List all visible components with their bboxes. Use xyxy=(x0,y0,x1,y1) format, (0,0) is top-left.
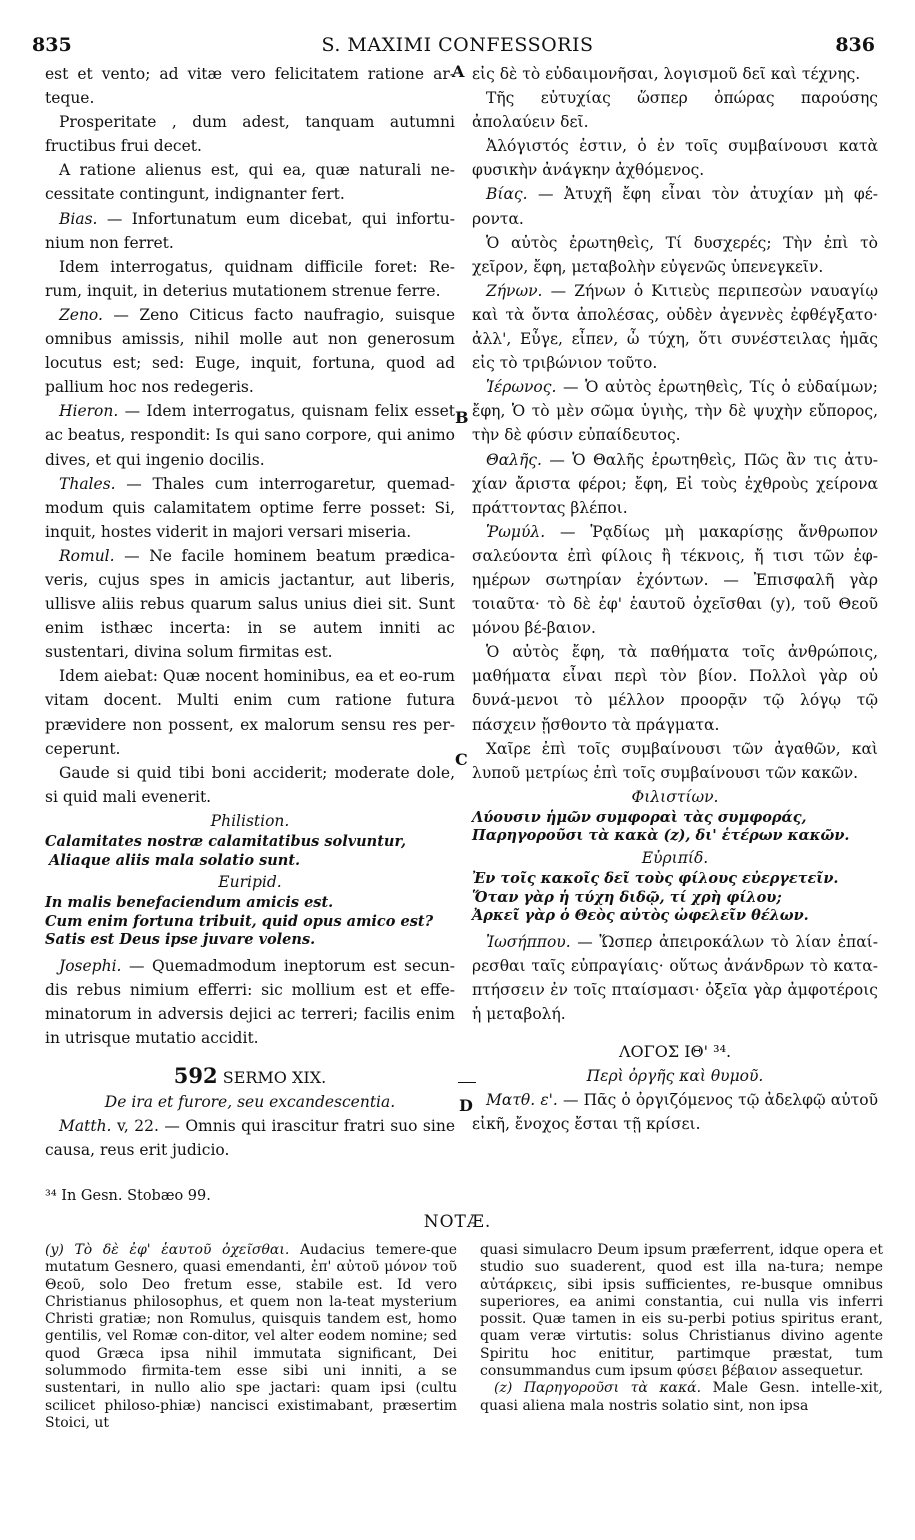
poem-line: Aliaque aliis mala solatio sunt. xyxy=(49,851,301,869)
latin-column xyxy=(45,62,455,1162)
speaker-name: Matth. xyxy=(59,1117,112,1136)
speaker-name: Ἱέρωνος. xyxy=(486,378,557,397)
greek-para-5: Ὁ αὐτὸς ἐρωτηθεὶς, Τί δυσχερές; Τὴν ἐπὶ τὸ χεῖρον, ἔφη, μεταβολὴν εὐγενῶς ὑπενεγκεῖν. xyxy=(472,233,878,276)
notes-title: NOTÆ. xyxy=(423,1212,492,1232)
latin-para-7 xyxy=(45,399,455,471)
page-number-right: 836 xyxy=(835,34,875,56)
notes-right-column xyxy=(480,1242,883,1415)
latin-para-6-text: — Zeno Citicus facto naufragio, suisque omnibus amissis, nihil molle aut non generosum locutus est; sed: Euge, inquit, fortuna, quod ad pallium hoc nos redegeris. xyxy=(45,305,455,397)
footnote: ³⁴ In Gesn. Stobæo 99. xyxy=(45,1188,211,1204)
greek-para-12 xyxy=(472,930,878,1026)
logos-subtitle: Περὶ ὀργῆς καὶ θυμοῦ. xyxy=(586,1066,764,1085)
speaker-name: Ζήνων. xyxy=(486,281,543,300)
notes-left-column xyxy=(45,1242,457,1432)
greek-para-4-text: — Ἀτυχῆ ἔφη εἶναι τὸν ἀτυχίαν μὴ φέ-ροντα. xyxy=(472,185,878,228)
greek-para-7-text: — Ὁ αὐτὸς ἐρωτηθεὶς, Τίς ὁ εὐδαίμων; ἔφη, Ὁ τὸ μὲν σῶμα ὑγιὴς, τὴν δὲ ψυχὴν εὔπορος, τὴν δὲ φύσιν εὐπαίδευτος. xyxy=(472,378,878,445)
note-y xyxy=(45,1242,457,1432)
speaker-name: Βίας. xyxy=(486,185,528,204)
margin-marker-c: C xyxy=(455,750,468,769)
poet-name: Φιλιστίων. xyxy=(631,787,719,806)
latin-para-10: Idem aiebat: Quæ nocent hominibus, ea et eo-rum vitam docent. Multi enim cum ratione futura prævidere non possent, ex malorum sensu res per-ceperunt. xyxy=(45,667,455,758)
greek-para-8-text: — Ὁ Θαλῆς ἐρωτηθεὶς, Πῶς ἂν τις ἀτυ-χίαν ἄριστα φέροι; ἔφη, Εἰ τοὺς ἐχθροὺς χείρονα πράττοντας βλέποι. xyxy=(472,450,878,517)
logos-heading: ΛΟΓΟΣ ΙΘ' ³⁴. xyxy=(618,1041,732,1061)
speaker-name: Romul. xyxy=(59,546,115,565)
sermo-heading xyxy=(45,1064,455,1090)
speaker-name: Zeno. xyxy=(59,305,103,324)
speaker-name: Θαλῆς. xyxy=(486,450,542,469)
poem-line: In malis benefaciendum amicis est. xyxy=(45,894,334,912)
note-label: (z) Παρηγοροῦσι τὰ κακά. xyxy=(494,1380,702,1397)
latin-para-5: Idem interrogatus, quidnam difficile foret: Re-rum, inquit, in deterius mutationem strenue ferre. xyxy=(45,257,455,300)
greek-para-2: Τῆς εὐτυχίας ὥσπερ ὀπώρας παρούσης ἀπολαύειν δεῖ. xyxy=(472,89,878,132)
greek-para-9 xyxy=(472,520,878,640)
margin-marker-a: A xyxy=(452,62,465,81)
margin-marker-d: D xyxy=(459,1096,473,1115)
greek-para-9-text: — Ῥᾳδίως μὴ μακαρίσῃς ἄνθρωπον σαλεύοντα ἐπὶ φίλοις ἢ τέκνοις, ἤ τισι τῶν ἐφ-ημέρων σωτηρίαν ἐχόντων. — Ἐπισφαλῆ γὰρ τοιαῦτα· τὸ δὲ ἐφ' ἑαυτοῦ ὀχεῖσθαι (y), τοῦ Θεοῦ μόνου βέ-βαιον. xyxy=(472,522,878,638)
running-header xyxy=(0,34,915,62)
speaker-name: Josephi. xyxy=(59,956,122,975)
running-title: S. MAXIMI CONFESSORIS xyxy=(321,34,594,56)
poem-line: Calamitates nostræ calamitatibus solvuntur, xyxy=(45,833,407,850)
latin-para-8-text: — Thales cum interrogaretur, quemad-modum quis calamitatem optime ferre posset: Si, inquit, hostes viderit in majori versari miseria. xyxy=(45,474,455,541)
poet-name: Εὐριπίδ. xyxy=(641,848,709,867)
speaker-name: Bias. xyxy=(59,209,98,228)
latin-para-8 xyxy=(45,472,455,544)
greek-column xyxy=(472,62,878,1136)
latin-para-4-text: — Infortunatum eum dicebat, qui infortu-nium non ferret. xyxy=(45,209,455,252)
greek-para-6 xyxy=(472,279,878,375)
greek-para-6-text: — Ζήνων ὁ Κιτιεὺς περιπεσὼν ναυαγίῳ καὶ τὰ ὄντα ἀπολέσας, οὐδὲν ἀγεννὲς ἐφθέγξατο· ἀλλ', Εὖγε, εἶπεν, ὦ τύχη, ὅτι συνέστειλας ἡμᾶς εἰς τὸ τριβώνιον τοῦτο. xyxy=(472,281,878,373)
latin-para-1: est et vento; ad vitæ vero felicitatem ratione ar-teque. xyxy=(45,65,455,108)
greek-poem-2 xyxy=(472,870,878,926)
latin-para-13 xyxy=(45,1114,455,1162)
poem-line: Ἐν τοῖς κακοῖς δεῖ τοὺς φίλους εὐεργετεῖν. xyxy=(472,870,839,887)
speaker-name: Thales. xyxy=(59,474,116,493)
latin-poem-2 xyxy=(45,894,455,950)
note-z xyxy=(480,1380,883,1415)
latin-para-11: Gaude si quid tibi boni acciderit; moderate dole, si quid mali evenerit. xyxy=(45,763,455,806)
poem-line: Ἀρκεῖ γὰρ ὁ Θεὸς αὐτὸς ὠφελεῖν θέλων. xyxy=(472,907,809,924)
note-y-text: Audacius temere-que mutatum Gesnero, quasi emendanti, ἐπ' αὐτοῦ μόνον τοῦ Θεοῦ, solo Deo fretum esse, stabile est. Id vero Christianus philosophus, et quem non la-teat mysterium Christi gratiæ; non Romulus, quisquis tandem est, homo gentilis, vel Romæ con-ditor, vel alter eodem nomine; sed quod Græca ipsa nihil immutata significant, Dei solummodo firmita-tem esse sibi uni inniti, a se sustentari, in nullo alio spe jactari: quam ipsi (cultu scilicet philoso-phiæ) nancisci existimabant, præsertim Stoici, ut xyxy=(45,1242,457,1431)
note-z-text: Male Gesn. intelle-xit, quasi aliena mala nostris solatio sint, non ipsa xyxy=(480,1380,883,1414)
latin-para-9 xyxy=(45,544,455,664)
poet-name: Euripid. xyxy=(218,873,282,891)
greek-para-8 xyxy=(472,448,878,520)
speaker-name: Ματθ. ε'. xyxy=(486,1091,558,1110)
margin-marker-b: B xyxy=(455,408,469,427)
sermo-title: SERMO XIX. xyxy=(217,1067,327,1087)
latin-para-12 xyxy=(45,954,455,1050)
poem-line: Ὅταν γὰρ ἡ τύχη διδῷ, τί χρὴ φίλου; xyxy=(472,888,782,906)
latin-para-9-text: — Ne facile hominem beatum prædica-veris, cujus spes in amicis jactantur, aut liberis, ullisve aliis rebus quarum salus unius diei sit. Sunt enim isthæc incerta: in se autem inniti ac sustentari, divina solum firmitas est. xyxy=(45,546,455,662)
greek-para-13-text: — Πᾶς ὁ ὀργιζόμενος τῷ ἀδελφῷ αὐτοῦ εἰκῆ, ἔνοχος ἔσται τῇ κρίσει. xyxy=(472,1091,878,1134)
latin-para-4 xyxy=(45,207,455,255)
greek-poem-1 xyxy=(472,809,878,846)
latin-para-13-text: v, 22. — Omnis qui irascitur fratri suo sine causa, reus erit judicio. xyxy=(45,1117,455,1160)
sermo-subtitle: De ira et furore, seu excandescentia. xyxy=(104,1093,396,1112)
greek-para-12-text: — Ὥσπερ ἀπειροκάλων τὸ λίαν ἐπαί-ρεσθαι ταῖς εὐπραγίαις· οὕτως ἀνάνδρων τὸ κατα-πτήσσειν ἐν τοῖς πταίσμασι· ὀξεῖα γὰρ ἀμφοτέροις ἡ μεταβολή. xyxy=(472,932,878,1023)
greek-para-3: Ἀλόγιστός ἐστιν, ὁ ἐν τοῖς συμβαίνουσι κατὰ φυσικὴν ἀνάγκην ἀχθόμενος. xyxy=(472,137,878,180)
greek-para-4 xyxy=(472,182,878,230)
speaker-name: Ῥωμύλ. xyxy=(486,522,546,541)
note-label: (y) Τὸ δὲ ἐφ' ἑαυτοῦ ὀχεῖσθαι. xyxy=(45,1242,290,1258)
speaker-name: Hieron. xyxy=(59,402,119,421)
latin-para-6 xyxy=(45,303,455,399)
latin-poem-1 xyxy=(45,833,455,870)
latin-para-7-text: — Idem interrogatus, quisnam felix esset ac beatus, respondit: Is qui sano corpore, qui animo dives, et qui ingenio docilis. xyxy=(45,402,455,469)
greek-para-7 xyxy=(472,375,878,447)
greek-para-11: Χαῖρε ἐπὶ τοῖς συμβαίνουσι τῶν ἀγαθῶν, καὶ λυποῦ μετρίως ἐπὶ τοῖς συμβαίνουσι τῶν κακῶν. xyxy=(472,739,878,782)
poet-name: Philistion. xyxy=(210,811,290,830)
greek-para-1: εἰς δὲ τὸ εὐδαιμονῆσαι, λογισμοῦ δεῖ καὶ τέχνης. xyxy=(472,65,861,83)
speaker-name: Ἰωσήππου. xyxy=(486,932,571,951)
poem-line: Satis est Deus ipse juvare volens. xyxy=(45,931,316,949)
latin-para-12-text: — Quemadmodum ineptorum est secun-dis rebus nimium efferri: sic mollium est et effe-minatorum in adversis dejici ac terreri; facilis enim in utrisque mutatio accidit. xyxy=(45,956,455,1047)
latin-para-2: Prosperitate , dum adest, tanquam autumni fructibus frui decet. xyxy=(45,113,455,156)
greek-para-13 xyxy=(472,1088,878,1136)
poem-line: Λύουσιν ἡμῶν συμφοραὶ τὰς συμφοράς, xyxy=(472,808,807,826)
poem-line: Cum enim fortuna tribuit, quid opus amico est? xyxy=(45,912,434,930)
sermo-number: 592 xyxy=(173,1062,218,1088)
greek-para-10: Ὁ αὐτὸς ἔφη, τὰ παθήματα τοῖς ἀνθρώποις, μαθήματα εἶναι περὶ τὸν βίον. Πολλοὶ γὰρ οὐ δυνά-μενοι τὸ μέλλον προορᾷν τῷ λόγῳ τῷ πάσχειν ᾔσθοντο τὰ πράγματα. xyxy=(472,643,878,734)
page-number-left: 835 xyxy=(32,34,72,56)
latin-para-3: A ratione alienus est, qui ea, quæ naturali ne-cessitate contingunt, indignanter fert. xyxy=(45,161,455,204)
note-y-continued: quasi simulacro Deum ipsum præferrent, idque opera et studio suo suaderent, quod est illa na-tura; nempe αὐτάρκεις, sibi ipsis sufficientes, re-busque omnibus superiores, ea animi constantia, cui nulla vis inferri possit. Quæ tamen in eis su-perbi potius spiritus erant, quam veræ virtutis: solus Christianus divino agente Spiritu hoc enititur, partimque præstat, tum consummandus cum ipsum φύσει βέβαιον assequetur. xyxy=(480,1242,883,1380)
poem-line: Παρηγοροῦσι τὰ κακὰ (z), δι' ἑτέρων κακῶν. xyxy=(472,827,850,845)
